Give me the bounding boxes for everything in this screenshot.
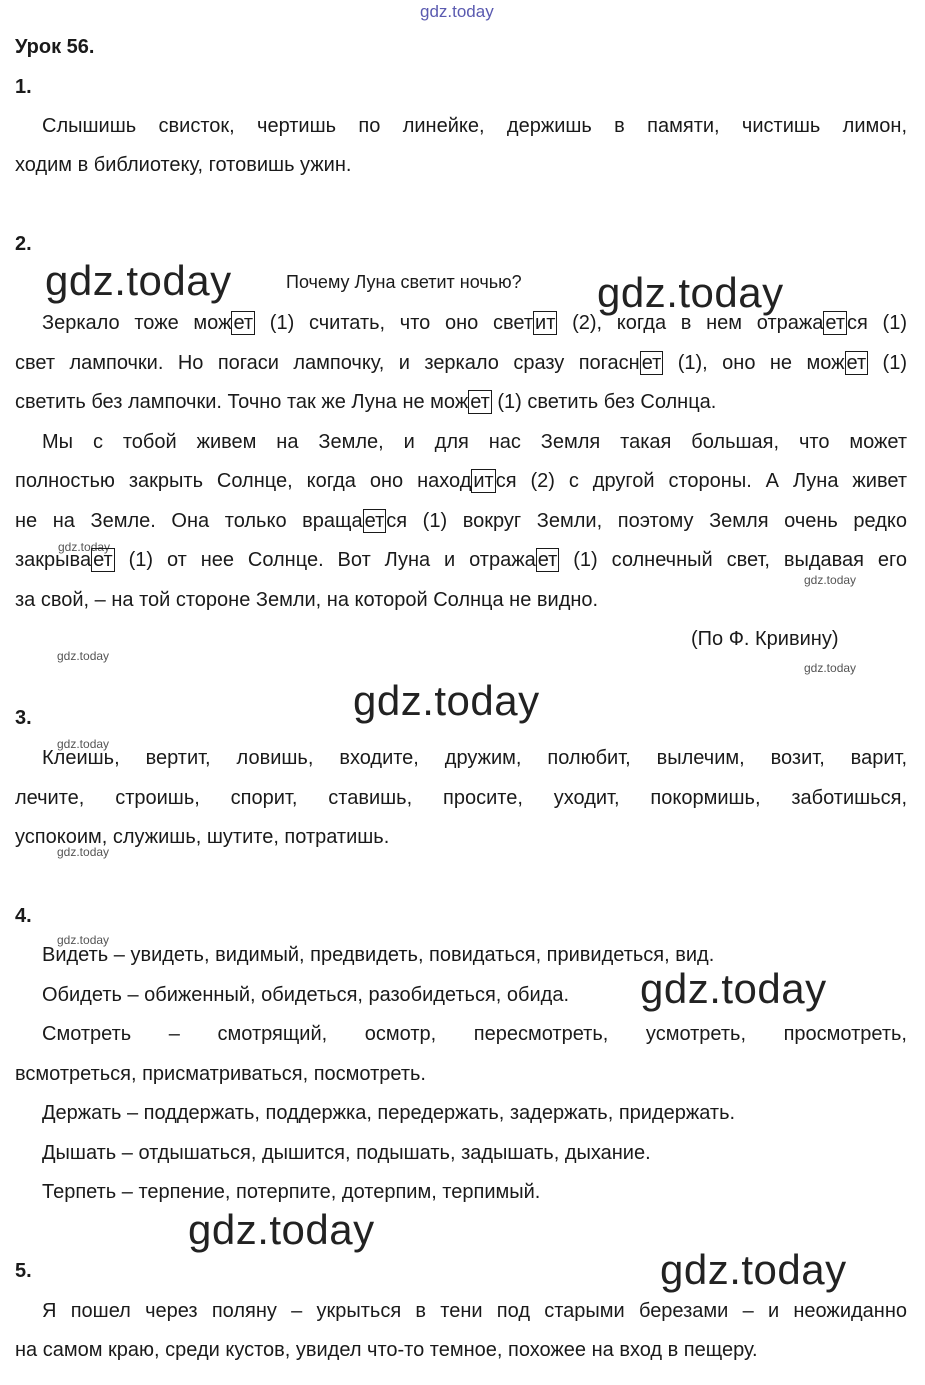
task4-line: Терпеть – терпение, потерпите, дотерпим, терпимый. bbox=[42, 1181, 541, 1203]
ending-box: ет bbox=[470, 391, 490, 413]
task3-line: Клеишь, вертит, ловишь, входите, дружим, полюбит, вылечим, возит, варит, bbox=[42, 747, 907, 769]
ending-box: ет bbox=[93, 549, 113, 571]
lesson-title: Урок 56. bbox=[15, 36, 95, 58]
task-number: 2. bbox=[15, 233, 32, 255]
task4-line: Видеть – увидеть, видимый, предвидеть, повидаться, привидеться, вид. bbox=[42, 944, 715, 966]
ending-box: ет bbox=[846, 352, 867, 374]
task3-line: успокоим, служишь, шутите, потратишь. bbox=[15, 826, 390, 848]
task2-line: закрыва ет (1) от нее Солнце. Вот Луна и отража ет (1) солнечный свет, выдавая его bbox=[15, 549, 907, 571]
task4-line: Держать – поддержать, поддержка, передержать, задержать, придержать. bbox=[42, 1102, 736, 1124]
watermark-small: gdz.today bbox=[58, 540, 111, 554]
task2-line: светить без лампочки. Точно так же Луна не мож ет (1) светить без Солнца. bbox=[15, 391, 717, 413]
watermark-small: gdz.today bbox=[804, 573, 857, 587]
task2-line: за свой, – на той стороне Земли, на которой Солнца не видно. bbox=[15, 589, 599, 611]
task2-line: Мы с тобой живем на Земле, и для нас Земля такая большая, что может bbox=[42, 431, 907, 453]
task5-line: на самом краю, среди кустов, увидел что-то темное, похожее на вход в пещеру. bbox=[15, 1339, 758, 1361]
ending-box: ет bbox=[825, 312, 845, 334]
ending-box: ит bbox=[473, 470, 494, 492]
task5-line: Я пошел через поляну – укрыться в тени под старыми березами – и неожиданно bbox=[42, 1300, 907, 1322]
watermark-small: gdz.today bbox=[57, 649, 110, 663]
task4-line: всмотреться, присматриваться, посмотреть. bbox=[15, 1063, 426, 1085]
task-number: 5. bbox=[15, 1260, 32, 1282]
ending-box: ет bbox=[364, 510, 385, 532]
watermark-large: gdz.today bbox=[640, 965, 827, 1012]
task4-line: Дышать – отдышаться, дышится, подышать, задышать, дыхание. bbox=[42, 1142, 651, 1164]
ending-box: ит bbox=[535, 312, 556, 334]
watermark-large: gdz.today bbox=[597, 269, 784, 316]
watermark-small: gdz.today bbox=[57, 737, 110, 751]
watermark-large: gdz.today bbox=[353, 677, 540, 724]
task2-line: полностью закрыть Солнце, когда оно наход ит ся (2) с другой стороны. А Луна живет bbox=[15, 470, 907, 492]
watermark-large: gdz.today bbox=[188, 1206, 375, 1253]
task4-line: Смотреть – смотрящий, осмотр, пересмотреть, усмотреть, просмотреть, bbox=[42, 1023, 907, 1045]
source-attribution: (По Ф. Кривину) bbox=[691, 628, 839, 650]
task2-title: Почему Луна светит ночью? bbox=[286, 272, 522, 292]
task-number: 3. bbox=[15, 707, 32, 729]
watermark-top: gdz.today bbox=[420, 2, 494, 21]
watermark-small: gdz.today bbox=[57, 933, 110, 947]
task2-line: Зеркало тоже мож ет (1) считать, что оно свет ит (2), когда в нем отража ет ся (1) bbox=[42, 312, 907, 334]
ending-box: ет bbox=[537, 549, 558, 571]
watermark-large: gdz.today bbox=[45, 257, 232, 304]
task2-line: не на Земле. Она только вращa ет ся (1) вокруг Земли, поэтому Земля очень редко bbox=[15, 510, 908, 532]
task-number: 4. bbox=[15, 905, 32, 927]
watermark-small: gdz.today bbox=[57, 845, 110, 859]
watermark-large: gdz.today bbox=[660, 1246, 847, 1293]
task1-line: ходим в библиотеку, готовишь ужин. bbox=[15, 154, 352, 176]
task4-line: Обидеть – обиженный, обидеться, разобидеться, обида. bbox=[42, 984, 570, 1006]
ending-box: ет bbox=[641, 352, 662, 374]
task2-line: свет лампочки. Но погаси лампочку, и зеркало сразу погасн ет (1), оно не мож ет (1) bbox=[15, 352, 907, 374]
task1-line: Слышишь свисток, чертишь по линейке, держишь в памяти, чистишь лимон, bbox=[42, 115, 907, 137]
task3-line: лечите, строишь, спорит, ставишь, просите, уходит, покормишь, заботишься, bbox=[15, 787, 907, 809]
ending-box: ет bbox=[233, 312, 254, 334]
watermark-small: gdz.today bbox=[804, 661, 857, 675]
task-number: 1. bbox=[15, 76, 32, 98]
